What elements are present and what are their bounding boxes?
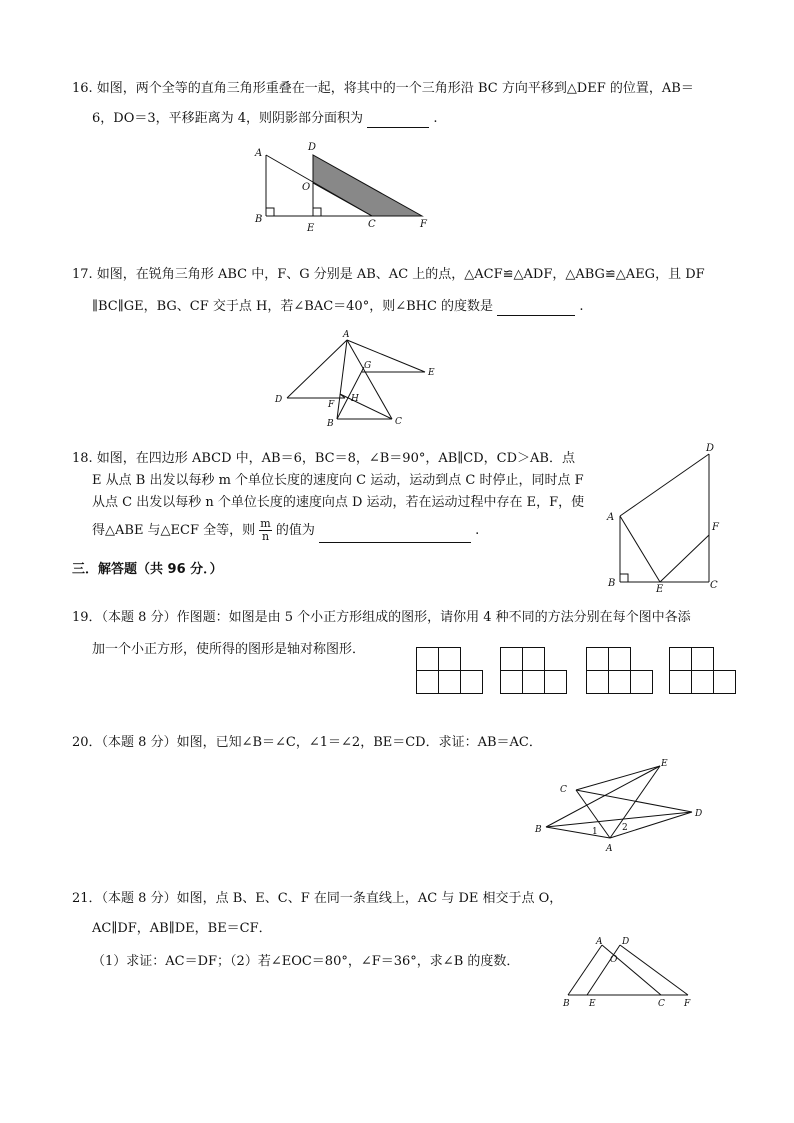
q18-fraction: [259, 518, 271, 543]
q20-segment-ba: [546, 827, 610, 838]
q17-label-g: G: [364, 361, 372, 371]
q21-line2: AC∥DF，AB∥DE，BE＝CF．: [92, 921, 272, 936]
q17-line2-end: .: [579, 299, 584, 314]
q18-line4-text: 得△ABE 与△ECF 全等，则: [92, 523, 256, 538]
q18-segment-ae: [620, 516, 660, 582]
q16-label-c: C: [368, 219, 376, 230]
q19-line2: 加一个小正方形，使所得的图形是轴对称图形．: [92, 642, 366, 657]
q18-label-b: B: [608, 578, 616, 589]
q21-label-b: B: [563, 999, 570, 1009]
q21-label-f: F: [684, 999, 691, 1009]
q21-segment-de: [587, 945, 620, 995]
q20-segment-ce: [576, 766, 660, 790]
q18-line3: 从点 C 出发以每秒 n 个单位长度的速度向点 D 运动，若在运动过程中存在 E，F，使: [92, 495, 585, 510]
q16-figure: [250, 140, 440, 235]
q16-label-a: A: [255, 148, 263, 159]
q18-label-e: E: [656, 584, 664, 595]
q20-label-d: D: [695, 809, 703, 819]
q19-line1: 19．（本题 8 分）作图题：如图是由 5 个小正方形组成的图形，请你用 4 种不同的方法分别在每个图中各添: [72, 610, 691, 625]
q17-label-b: B: [327, 419, 334, 429]
q18-line2: E 从点 B 出发以每秒 m 个单位长度的速度向 C 运动，运动到点 C 时停止，同时点 F: [92, 473, 584, 488]
q18-line4: [92, 518, 479, 543]
q18-line4-end: .: [475, 523, 480, 538]
q21-line1: 21．（本题 8 分）如图，点 B、E、C、F 在同一条直线上，AC 与 DE 相交于点 O，: [72, 891, 563, 906]
q20-label-angle-1: 1: [592, 827, 598, 837]
q20-segment-cd: [576, 790, 692, 812]
q16-right-angle-b: [266, 208, 274, 216]
q20-label-b: B: [535, 825, 542, 835]
q19-grid-4[interactable]: [669, 647, 737, 695]
q16-right-angle-e: [313, 208, 321, 216]
q17-segment-ab: [337, 340, 347, 419]
q20-label-a: A: [606, 844, 613, 854]
q19-grid-1[interactable]: [416, 647, 484, 695]
q19-grid-3[interactable]: [586, 647, 654, 695]
q16-label-d: D: [308, 142, 317, 153]
q17-segment-ae: [347, 340, 425, 372]
q17-segment-bg: [337, 367, 364, 419]
q21-line3: （1）求证：AC＝DF；（2）若∠EOC＝80°，∠F＝36°，求∠B 的度数．: [92, 954, 520, 969]
q21-label-d: D: [622, 937, 630, 947]
q17-label-c: C: [395, 417, 402, 427]
q16-line2-end: .: [433, 111, 438, 126]
q18-segment-ad: [620, 454, 709, 516]
q16-line1: 16. 如图，两个全等的直角三角形重叠在一起，将其中的一个三角形沿 BC 方向平移到△DEF 的位置，AB＝: [72, 81, 694, 96]
q17-segment-ad: [287, 340, 347, 398]
q18-line4-mid: 的值为: [275, 523, 315, 538]
q21-label-c: C: [658, 999, 665, 1009]
q18-figure: [602, 440, 732, 595]
q20-label-c: C: [560, 785, 567, 795]
q17-line2-text: ∥BC∥GE，BG、CF 交于点 H，若∠BAC＝40°，则∠BHC 的度数是: [92, 299, 494, 314]
q17-answer-blank[interactable]: [497, 301, 575, 316]
section-three-heading: 三．解答题（共 96 分．）: [72, 562, 223, 577]
q16-label-o: O: [302, 182, 311, 193]
q18-label-a: A: [607, 512, 615, 523]
q20-label-angle-2: 2: [622, 823, 628, 833]
q17-label-a: A: [343, 330, 350, 340]
q21-label-o: O: [610, 955, 618, 965]
q18-label-f: F: [712, 522, 719, 533]
q16-label-b: B: [255, 214, 263, 225]
q20-line1: 20．（本题 8 分）如图，已知∠B＝∠C，∠1＝∠2，BE＝CD．求证：AB＝AC．: [72, 735, 542, 750]
q18-fraction-denominator: n: [261, 530, 270, 543]
q16-label-f: F: [420, 219, 427, 230]
q18-label-c: C: [710, 580, 718, 591]
q17-label-d: D: [275, 395, 283, 405]
q20-segment-be: [546, 766, 660, 827]
q21-segment-df: [620, 945, 688, 995]
q20-label-e: E: [661, 759, 668, 769]
q18-segment-ef: [660, 535, 709, 582]
q16-label-e: E: [307, 223, 315, 234]
q18-fraction-numerator: m: [260, 517, 271, 530]
q18-label-d: D: [706, 443, 715, 454]
q21-segment-ab: [568, 945, 602, 995]
q17-figure: [272, 328, 442, 430]
q16-line2-text: 6，DO＝3，平移距离为 4，则阴影部分面积为: [92, 111, 364, 126]
q16-shaded-region: [313, 155, 422, 216]
q21-figure: [560, 934, 700, 1010]
q21-label-a: A: [596, 937, 603, 947]
q17-label-f: F: [328, 400, 335, 410]
q18-line1: 18. 如图，在四边形 ABCD 中，AB＝6，BC＝8，∠B＝90°，AB∥CD，CD＞AB．点: [72, 451, 575, 466]
q20-figure: [530, 756, 710, 854]
q21-label-e: E: [589, 999, 596, 1009]
q18-answer-blank[interactable]: [319, 528, 471, 543]
q19-grid-2[interactable]: [500, 647, 568, 695]
q21-segment-ac: [602, 945, 661, 995]
q17-label-e: E: [428, 368, 435, 378]
q17-label-h: H: [351, 394, 359, 404]
q17-segment-ac: [347, 340, 392, 419]
q16-line2: [92, 110, 437, 128]
q16-answer-blank[interactable]: [367, 113, 429, 128]
q17-segment-cf: [340, 394, 392, 419]
q17-line2: [92, 298, 583, 316]
q17-line1: 17. 如图，在锐角三角形 ABC 中，F、G 分别是 AB、AC 上的点，△ACF≌△ADF，△ABG≌△AEG，且 DF: [72, 267, 705, 282]
q18-right-angle-b: [620, 574, 628, 582]
q20-segment-ae: [610, 766, 660, 838]
